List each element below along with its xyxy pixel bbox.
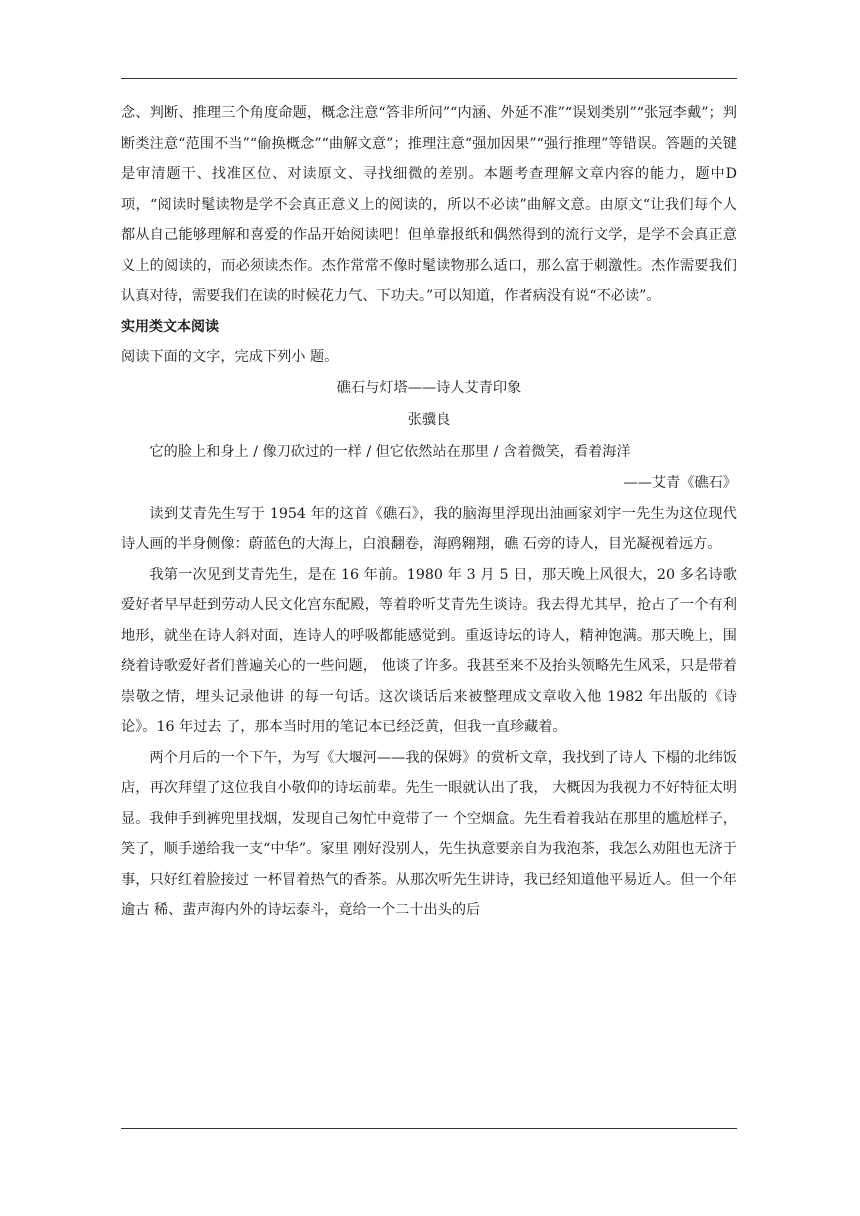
epigraph-poem: 它的脸上和身上 / 像刀砍过的一样 / 但它依然站在那里 / 含着微笑，看着海洋: [149, 443, 631, 460]
page-content: [121, 98, 737, 926]
section-heading: 实用类文本阅读: [121, 318, 219, 335]
article-author: 张骥良: [407, 411, 451, 428]
body-paragraph-3: 两个月后的一个下午，为写《大堰河——我的保姆》的赏析文章，我找到了诗人 下榻的北纬饭店，再次拜望了这位我自小敬仰的诗坛前辈。先生一眼就认出了我， 大概因为我视力不好特征太明显。我伸手到裤兜里找烟，发现自己匆忙中竟带了一 个空烟盒。先生看着我站在那里的尴尬样子，笑了，顺手递给我一支“中华”。家里 刚好没别人，先生执意要亲自为我泡茶，我怎么劝阻也无济于事，只好红着脸接过 一杯冒着热气的香茶。从那次听先生讲诗，我已经知道他平易近人。但一个年逾古 稀、蜚声海内外的诗坛泰斗，竟给一个二十出头的后: [121, 749, 737, 918]
body-paragraph-1: 读到艾青先生写于 1954 年的这首《礁石》，我的脑海里浮现出油画家刘宇一先生为这位现代诗人画的半身侧像：蔚蓝色的大海上，白浪翻卷，海鸥翱翔，礁 石旁的诗人，目光凝视着远方。: [121, 505, 737, 552]
body-paragraph-2: 我第一次见到艾青先生，是在 16 年前。1980 年 3 月 5 日，那天晚上风很大，20 多名诗歌爱好者早早赶到劳动人民文化宫东配殿，等着聆听艾青先生谈诗。我去得尤其早，抢占了一个有利地形，就坐在诗人斜对面，连诗人的呼吸都能感觉到。重返诗坛的诗人，精神饱满。那天晚上，围绕着诗歌爱好者们普遍关心的一些问题， 他谈了许多。我甚至来不及抬头领略先生风采，只是带着崇敬之情，埋头记录他讲 的每一句话。这次谈话后来被整理成文章收入他 1982 年出版的《诗论》。16 年过去 了，那本当时用的笔记本已经泛黄，但我一直珍藏着。: [121, 566, 737, 735]
intro-paragraph: 念、判断、推理三个角度命题，概念注意“答非所问”“内涵、外延不准”“误划类别”“张冠李戴”；判断类注意“范围不当”“偷换概念”“曲解文意”；推理注意“强加因果”“强行推理”等错误。答题的关键是审清题干、找准区位、对读原文、寻找细微的差别。本题考查理解文章内容的能力，题中D项，“阅读时髦读物是学不会真正意义上的阅读的，所以不必读”曲解文意。由原文“让我们每个人都从自己能够理解和喜爱的作品开始阅读吧！但单靠报纸和偶然得到的流行文学，是学不会真正意义上的阅读的，而必须读杰作。杰作常常不像时髦读物那么适口，那么富于刺激性。杰作需要我们认真对待，需要我们在读的时候花力气、下功夫。”可以知道，作者病没有说“不必读”。: [121, 105, 737, 304]
epigraph-attribution: ——艾青《礁石》: [623, 474, 737, 491]
instruction-text: 阅读下面的文字，完成下列小 题。: [121, 349, 339, 365]
article-title: 礁石与灯塔——诗人艾青印象: [336, 379, 522, 396]
footer-rule: [121, 1128, 737, 1129]
header-rule: [121, 78, 737, 79]
